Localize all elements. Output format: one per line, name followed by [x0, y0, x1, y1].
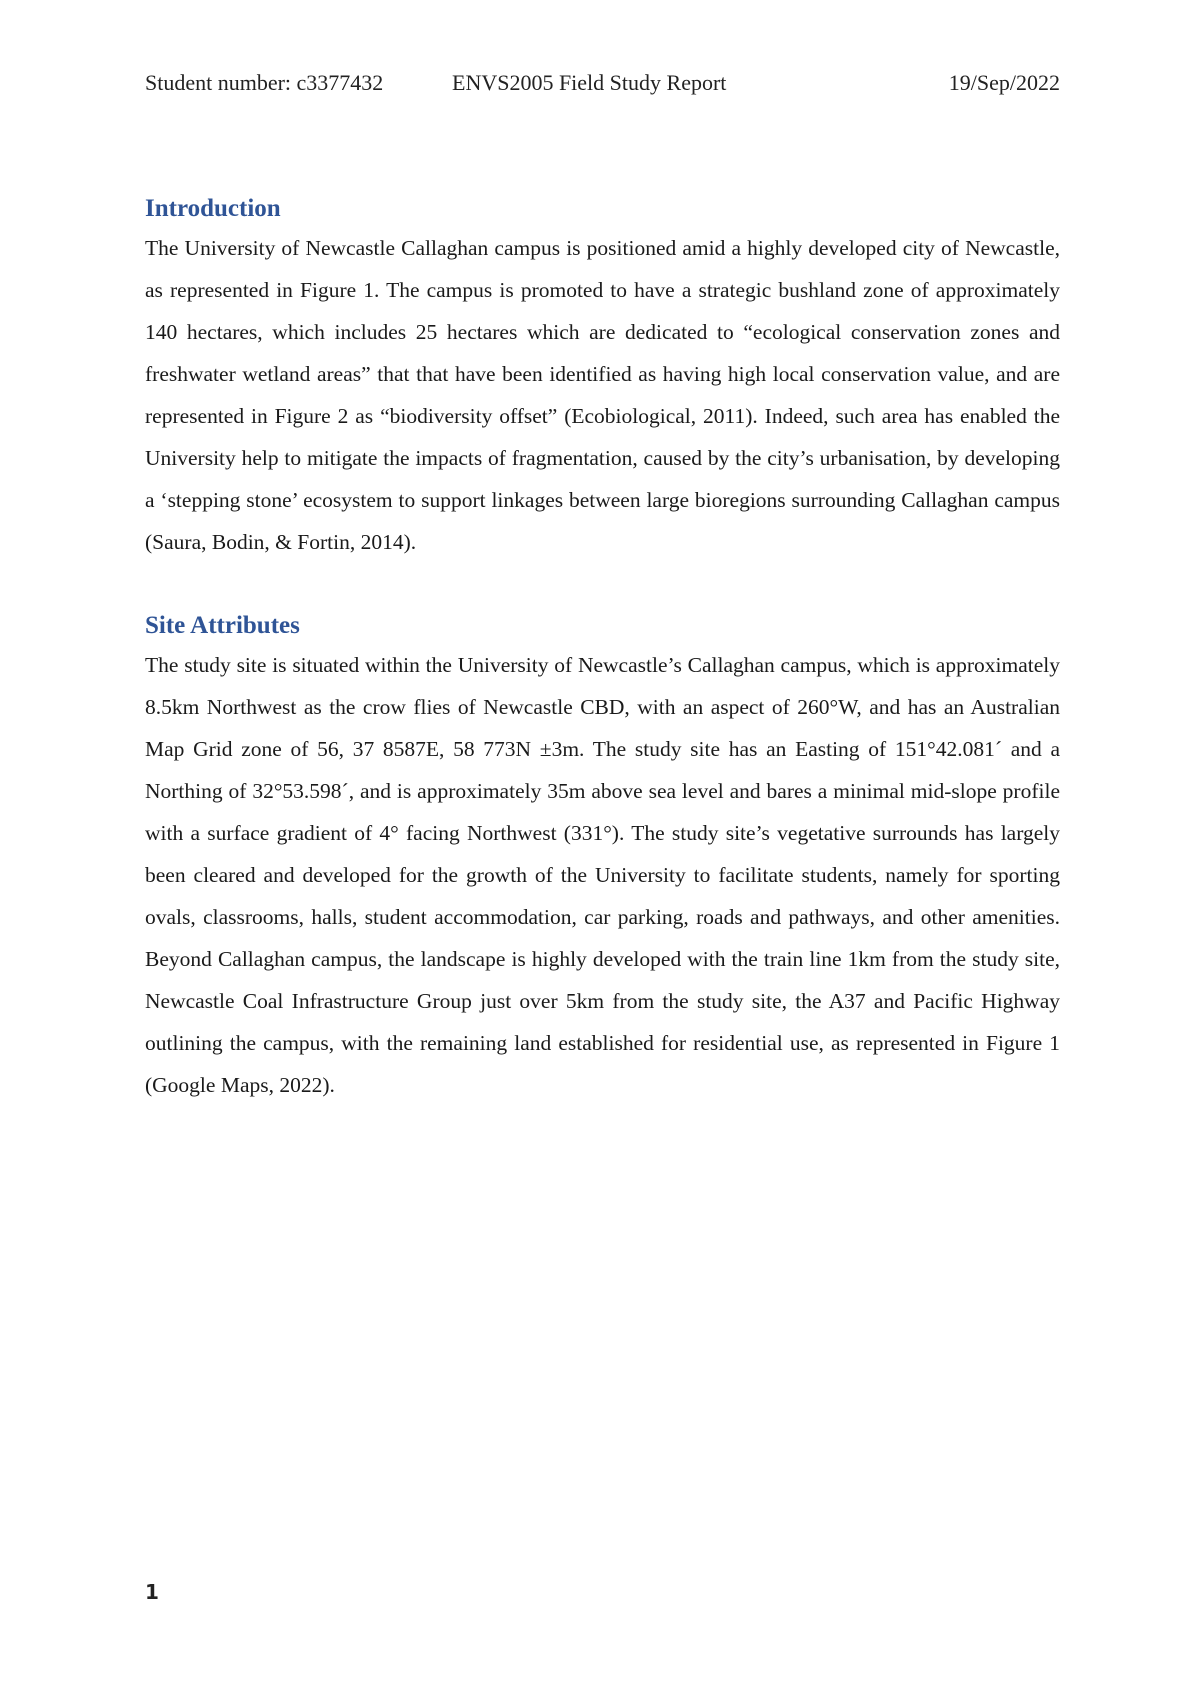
section-paragraph-introduction: The University of Newcastle Callaghan campus is positioned amid a highly developed city of Newcastle, as represented in Figure 1. The campus is promoted to have a strategic bushland zone of approximately 140 hectares, which includes 25 hectares which are dedicated to “ecological conservation zones and freshwater wetland areas” that that have been identified as having high local conservation value, and are represented in Figure 2 as “biodiversity offset” (Ecobiological, 2011). Indeed, such area has enabled the University help to mitigate the impacts of fragmentation, caused by the city’s urbanisation, by developing a ‘stepping stone’ ecosystem to support linkages between large bioregions surrounding Callaghan campus (Saura, Bodin, & Fortin, 2014).: [145, 236, 1060, 554]
section-site-attributes: [145, 610, 1060, 1106]
header-report-title: ENVS2005 Field Study Report: [452, 70, 727, 95]
page-header: [145, 70, 1060, 104]
section-introduction: [145, 193, 1060, 563]
header-date: 19/Sep/2022: [948, 70, 1060, 95]
section-heading-site-attributes: Site Attributes: [145, 612, 300, 639]
section-paragraph-site-attributes: The study site is situated within the University of Newcastle’s Callaghan campus, which is approximately 8.5km Northwest as the crow flies of Newcastle CBD, with an aspect of 260°W, and has an Australian Map Grid zone of 56, 37 8587E, 58 773N ±3m. The study site has an Easting of 151°42.081´ and a Northing of 32°53.598´, and is approximately 35m above sea level and bares a minimal mid-slope profile with a surface gradient of 4° facing Northwest (331°). The study site’s vegetative surrounds has largely been cleared and developed for the growth of the University to facilitate students, namely for sporting ovals, classrooms, halls, student accommodation, car parking, roads and pathways, and other amenities. Beyond Callaghan campus, the landscape is highly developed with the train line 1km from the study site, Newcastle Coal Infrastructure Group just over 5km from the study site, the A37 and Pacific Highway outlining the campus, with the remaining land established for residential use, as represented in Figure 1 (Google Maps, 2022).: [145, 653, 1060, 1097]
document-body: [145, 193, 1060, 1106]
page-number: 1: [145, 1580, 159, 1604]
header-student-number: Student number: c3377432: [145, 70, 384, 95]
section-spacer: [145, 563, 1060, 610]
section-heading-introduction: Introduction: [145, 195, 281, 222]
